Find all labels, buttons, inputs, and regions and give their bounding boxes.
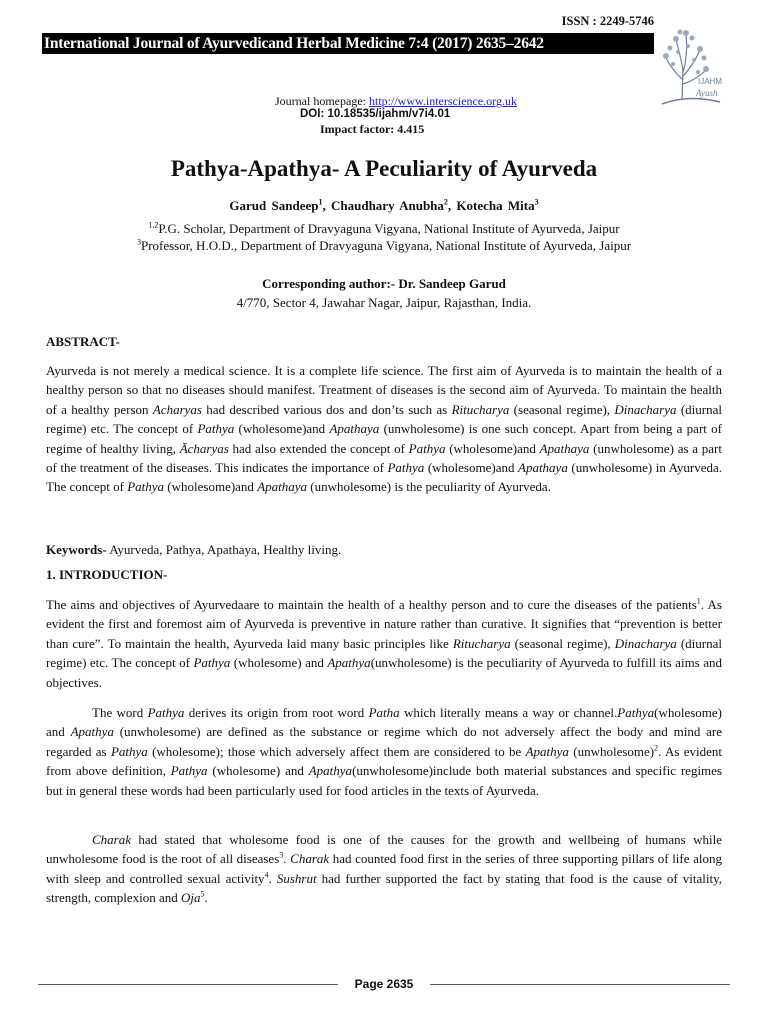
corresponding-author: Corresponding author:- Dr. Sandeep Garud [262,276,506,291]
author-list: Garud Sandeep$^1$, Chaudhary Anubha$^2$, Kotecha Mita$^3$ [229,197,539,213]
affiliation-2-text: Professor, H.O.D., Department of Dravyaguna Vigyana, National Institute of Ayurveda, Jaipur [140,238,632,253]
intro-paragraph-1: The aims and objectives of Ayurvedaare to maintain the health of a healthy person and to cure the diseases of the patients$^1$. As evident the first and foremost aim of Ayurveda is preventive in nature rather than curative. It signifies that “prevention is better than cure”. To maintain the health, Ayurveda laid many basic principles like Ritucharya (seasonal regime), Dinacharya (diurnal regime) etc. The concept of Pathya (wholesome) and Apathya(unwholesome) is the peculiarity of Ayurveda to fulfill its aims and objectives. [46,596,722,690]
author-2-sup: 2 [443,197,448,207]
author-2: Chaudhary Anubha [330,198,444,213]
logo-script: Ayush [696,88,718,98]
homepage-link[interactable]: http://www.interscience.org.uk [368,94,517,108]
abstract-heading: ABSTRACT- [46,334,120,349]
journal-banner-text: International Journal of Ayurvedicand Herbal Medicine 7:4 (2017) 2635–2642 [44,35,544,52]
author-1-sup: 1 [318,197,323,207]
page-number: Page 2635 [354,977,414,991]
author-1: Garud Sandeep [229,198,319,213]
impact-factor: Impact factor: 4.415 [320,122,425,136]
introduction-heading: 1. INTRODUCTION- [46,567,168,582]
paper-title: Pathya-Apathya- A Peculiarity of Ayurveda [170,156,598,181]
issn-label: ISSN : 2249-5746 [561,14,654,28]
journal-homepage [275,94,517,109]
doi-label: DOI: 10.18535/ijahm/v7i4.01 [300,108,451,120]
author-3: Kotecha Mita [456,198,535,213]
author-address: 4/770, Sector 4, Jawahar Nagar, Jaipur, Rajasthan, India. [236,295,532,310]
author-3-sup: 3 [534,197,539,207]
affiliation-1-sup: 1,2 [148,220,159,230]
keywords [46,542,341,558]
intro-paragraph-3: Charak had stated that wholesome food is one of the causes for the growth and wellbeing of humans while unwholesome food is the root of all diseases$^3$. Charak had counted food first in the series of three supporting pillars of life along with sleep and controlled sexual activity$^4$. Sushrut had further supported the fact by stating that food is the cause of vitality, strength, complexion and Oja$^5$. [46,832,723,906]
intro-paragraph-2: The word Pathya derives its origin from root word Patha which literally means a way or channel.Pathya(wholesome) and Apathya (unwholesome) are defined as the substance or regime which do not adversely affect the body and mind are regarded as Pathya (wholesome); those which adversely affect them are considered to be Apathya (unwholesome)$^2$. As evident from above definition, Pathya (wholesome) and Apathya(unwholesome)include both material substances and specific regimes but in general these words had been particularly used for food articles in the texts of Ayurveda. [46,705,722,798]
affiliation-1-text: P.G. Scholar, Department of Dravyaguna Vigyana, National Institute of Ayurveda, Jaipur [158,221,620,236]
affiliation-2 [0,238,768,254]
homepage-label: Journal homepage: [275,94,369,108]
journal-logo-tree-icon [658,20,726,116]
logo-text: IJAHM [698,77,722,86]
affiliation-1 [0,221,768,237]
abstract-paragraph: Ayurveda is not merely a medical science. It is a complete life science. The first aim of Ayurveda is to maintain the health of a healthy person so that no diseases should manifest. Treatment of diseases is the second aim of Ayurveda. To maintain the health of a healthy person Acharyas had described various dos and don’ts such as Ritucharya (seasonal regime), Dinacharya (diurnal regime) etc. The concept of Pathya (wholesome)and Apathaya (unwholesome) is one such concept. Apart from being a part of regime of healthy living, Ācharyas had also extended the concept of Pathya (wholesome)and Apathaya (unwholesome) as a part of the treatment of the diseases. This indicates the importance of Pathya (wholesome)and Apathaya (unwholesome) in Ayurveda. The concept of Pathya (wholesome)and Apathaya (unwholesome) is the peculiarity of Ayurveda. [46,363,722,495]
page-footer [38,978,730,992]
journal-banner [42,33,654,54]
keywords-label: Keywords- [46,542,107,557]
keywords-text: Ayurveda, Pathya, Apathaya, Healthy living. [106,542,342,557]
affiliation-2-sup: 3 [136,237,141,247]
